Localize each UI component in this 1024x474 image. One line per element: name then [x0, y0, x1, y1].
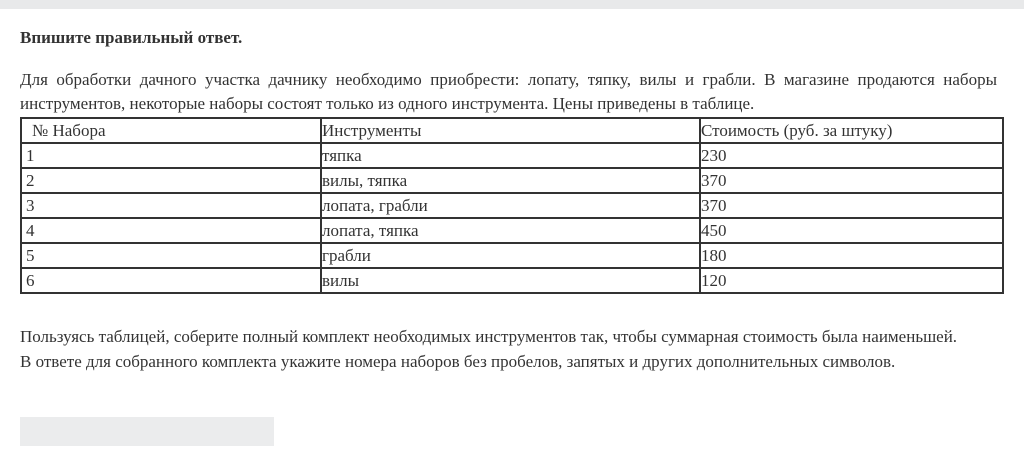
top-bar [0, 0, 1024, 9]
cell-set-number: 3 [21, 193, 321, 218]
cell-set-number: 6 [21, 268, 321, 293]
cell-tools: вилы, тяпка [321, 168, 700, 193]
cell-tools: тяпка [321, 143, 700, 168]
task-text: Пользуясь таблицей, соберите полный комплект необходимых инструментов так, чтобы суммарная стоимость была наименьшей. [20, 327, 958, 346]
header-set-number: № Набора [21, 118, 321, 143]
table-row [21, 143, 1003, 168]
answer-note-text: В ответе для собранного комплекта укажите номера наборов без пробелов, запятых и других дополнительных символов. [20, 352, 896, 371]
cell-set-number: 2 [21, 168, 321, 193]
cell-price: 370 [700, 168, 1003, 193]
cell-price: 120 [700, 268, 1003, 293]
intro-text: Для обработки дачного участка дачнику необходимо приобрести: лопату, тяпку, вилы и грабли. В магазине продаются наборы инструментов, некоторые наборы состоят только из одного инструмента. Цены приведены в таблице. [20, 70, 997, 113]
cell-set-number: 4 [21, 218, 321, 243]
cell-tools: лопата, тяпка [321, 218, 700, 243]
answer-input[interactable] [20, 417, 274, 446]
table-row [21, 218, 1003, 243]
header-price: Стоимость (руб. за штуку) [700, 118, 1003, 143]
cell-price: 180 [700, 243, 1003, 268]
cell-tools: вилы [321, 268, 700, 293]
price-table [20, 117, 1004, 294]
cell-set-number: 5 [21, 243, 321, 268]
table-row [21, 168, 1003, 193]
table-row [21, 243, 1003, 268]
instruction-text: Впишите правильный ответ. [20, 28, 243, 47]
table-row [21, 268, 1003, 293]
cell-price: 370 [700, 193, 1003, 218]
header-tools: Инструменты [321, 118, 700, 143]
cell-price: 230 [700, 143, 1003, 168]
cell-price: 450 [700, 218, 1003, 243]
table-header-row [21, 118, 1003, 143]
cell-tools: грабли [321, 243, 700, 268]
cell-set-number: 1 [21, 143, 321, 168]
cell-tools: лопата, грабли [321, 193, 700, 218]
table-row [21, 193, 1003, 218]
question-content [20, 26, 997, 374]
